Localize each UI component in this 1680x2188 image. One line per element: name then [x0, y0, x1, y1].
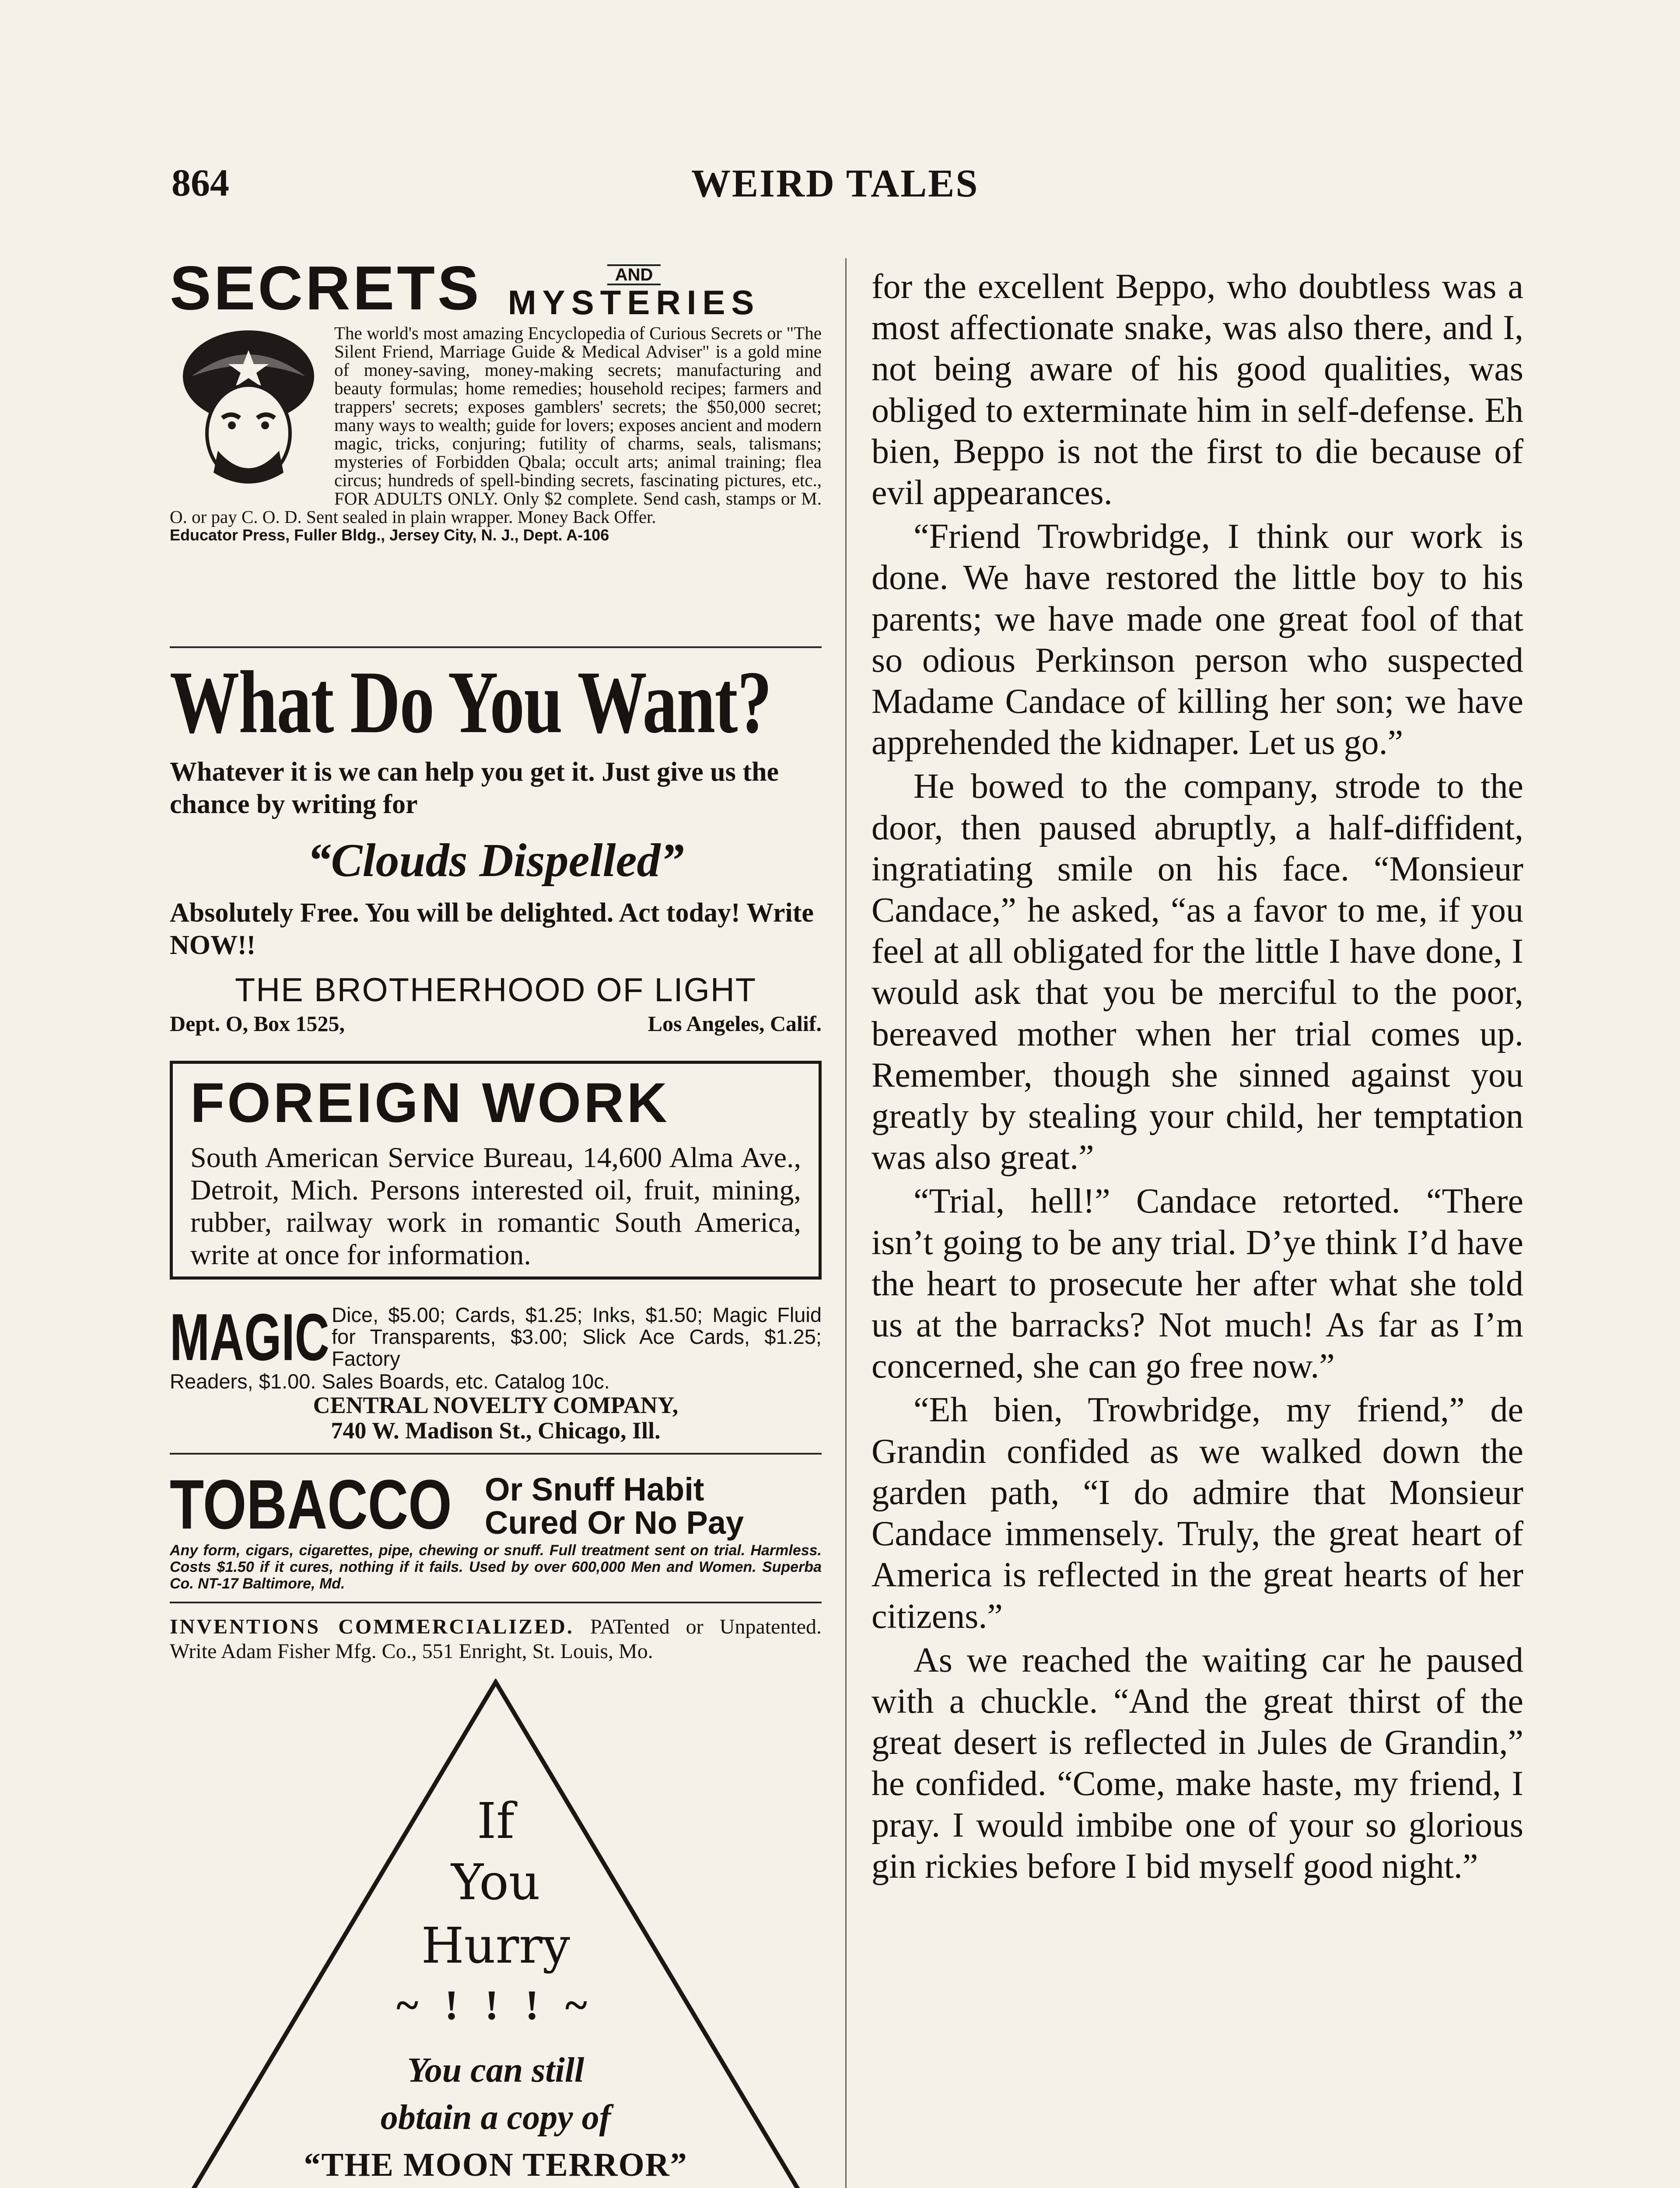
ad-moon-terror-triangle [170, 1679, 822, 2188]
ad-foreign-work [170, 1061, 822, 1280]
tobacco-headline: TOBACCO [170, 1465, 452, 1543]
ad-magic [170, 1300, 822, 1444]
secrets-mysteries: MYSTERIES [508, 283, 760, 322]
inventions-body: PATented or Unpatented. Write Adam Fisher Mfg. Co., 551 Enright, St. Louis, Mo. [170, 1615, 822, 1663]
secrets-body [170, 324, 822, 637]
want-dept: Dept. O, Box 1525, [170, 1011, 345, 1036]
magic-headline: MAGIC [170, 1300, 329, 1375]
want-body: Whatever it is we can help you get it. Just give us the chance by writing for [170, 757, 779, 819]
story-paragraph: “Eh bien, Trowbridge, my friend,” de Grandin confided as we walked down the garden path, “I do admire that Monsieur Candace immensely. Truly, the great heart of America is reflected in the great hearts of her citizens.” [872, 1391, 1523, 1636]
magic-price-list-cont: Readers, $1.00. Sales Boards, etc. Catalog 10c. [170, 1370, 610, 1393]
turbaned-mystic-portrait-icon [170, 324, 327, 490]
triangle-word-you: You [451, 1854, 540, 1911]
want-headline: What Do You Want? [170, 653, 771, 752]
ad-secrets [170, 254, 822, 637]
tobacco-subhead-1: Or Snuff Habit [485, 1471, 704, 1508]
secrets-headline-row [170, 253, 822, 323]
triangle-line-2: obtain a copy of [380, 2098, 611, 2137]
triangle-word-if: If [477, 1793, 514, 1850]
story-paragraph: As we reached the waiting car he paused with a chuckle. “And the great thirst of the great desert is reflected in Jules de Grandin,” he confided. “Come, make haste, my friend, I pray. I would imbibe one of your so glorious gin rickies before I bid myself good night.” [872, 1641, 1523, 1886]
triangle-line-1: You can still [407, 2051, 584, 2090]
story-paragraph: “Friend Trowbridge, I think our work is done. We have restored the little boy to his parents; we have made one great fool of that so odious Perkinson person who suspected Madame Candace of killing her son; we have apprehended the kidnaper. Let us go.” [872, 517, 1523, 762]
column-divider [845, 258, 847, 2188]
story-paragraph: “Trial, hell!” Candace retorted. “There isn’t going to be any trial. D’ye think I’d have the heart to prosecute her after what she told us at the barracks? Not much! As far as I’m concerned, she can go free now.” [872, 1182, 1523, 1386]
secrets-headline: SECRETS [170, 253, 482, 323]
ad-what-do-you-want [170, 653, 822, 1036]
story-column [872, 266, 1523, 1890]
advertisement-column [170, 254, 822, 2188]
triangle-ornament: ~ ! ! ! ~ [396, 1981, 595, 2028]
tobacco-subhead-2: Cured Or No Pay [485, 1504, 744, 1541]
tobacco-copy: Any form, cigars, cigarettes, pipe, chewing or snuff. Full treatment sent on trial. Harmless. Costs $1.50 if it cures, nothing if it fails. Used by over 600,000 Men and Women. Superba Co. NT-17 Baltimore, Md. [170, 1542, 822, 1592]
magic-price-list: Dice, $5.00; Cards, $1.25; Inks, $1.50; Magic Fluid for Transparents, $3.00; Slick Ace Cards, $1.25; Factory [332, 1303, 822, 1370]
divider [170, 646, 822, 648]
want-address [170, 1011, 822, 1036]
running-head: WEIRD TALES [691, 162, 979, 205]
want-city: Los Angeles, Calif. [648, 1011, 822, 1036]
secrets-address: Educator Press, Fuller Bldg., Jersey City, N. J., Dept. A-106 [170, 526, 609, 544]
divider [170, 1602, 822, 1603]
magic-address: 740 W. Madison St., Chicago, Ill. [331, 1417, 661, 1444]
ad-inventions [170, 1615, 822, 1664]
foreign-headline: FOREIGN WORK [190, 1072, 670, 1134]
foreign-body: South American Service Bureau, 14,600 Alma Ave., Detroit, Mich. Persons interested oil, fruit, mining, rubber, railway work in romantic South America, write at once for information. [190, 1142, 801, 1271]
divider [170, 1453, 822, 1455]
magic-org: CENTRAL NOVELTY COMPANY, [313, 1392, 679, 1418]
secrets-copy: The world's most amazing Encyclopedia of Curious Secrets or "The Silent Friend, Marriage Guide & Medical Adviser" is a gold mine of money-saving, money-making secrets; manufacturing and beauty formulas; home remedies; household recipes; farmers and trappers' secrets; exposes gamblers' secrets; the $50,000 secret; many ways to wealth; guide for lovers; exposes ancient and modern magic, tricks, conjuring; futility of charms, seals, talismans; mysteries of Forbidden Qbala; occult arts; animal training; flea circus; hundreds of spell-binding secrets, fascinating pictures, etc., FOR ADULTS ONLY. Only $2 complete. Send cash, stamps or M. O. or pay C. O. D. Sent sealed in plain wrapper. Money Back Offer. [170, 323, 822, 527]
triangle-book-title: “THE MOON TERROR” [304, 2146, 688, 2183]
story-paragraph: for the excellent Beppo, who doubtless was a most affectionate snake, was also there, and I, not being aware of his good qualities, was obliged to exterminate him in self-defense. Eh bien, Beppo is not the first to die because of evil appearances. [872, 267, 1523, 512]
inventions-lead: INVENTIONS COMMERCIALIZED. [170, 1615, 574, 1638]
triangle-word-hurry: Hurry [421, 1918, 570, 1974]
want-cta: Absolutely Free. You will be delighted. Act today! Write NOW!! [170, 898, 814, 960]
want-book-title: “Clouds Dispelled” [307, 835, 684, 887]
ad-tobacco [170, 1465, 822, 1592]
want-org: THE BROTHERHOOD OF LIGHT [234, 971, 757, 1009]
page-number: 864 [172, 162, 229, 204]
story-paragraph: He bowed to the company, strode to the door, then paused abruptly, a half-diffident, ingratiating smile on his face. “Monsieur Candace,” he asked, “as a favor to me, if you feel at all obligated for the little I have done, I would ask that you be merciful to the poor, bereaved mother when her trial comes up. Remember, though she sinned against you greatly by stealing your child, her temptation was also great.” [872, 767, 1523, 1177]
secrets-and: AND [607, 264, 661, 285]
